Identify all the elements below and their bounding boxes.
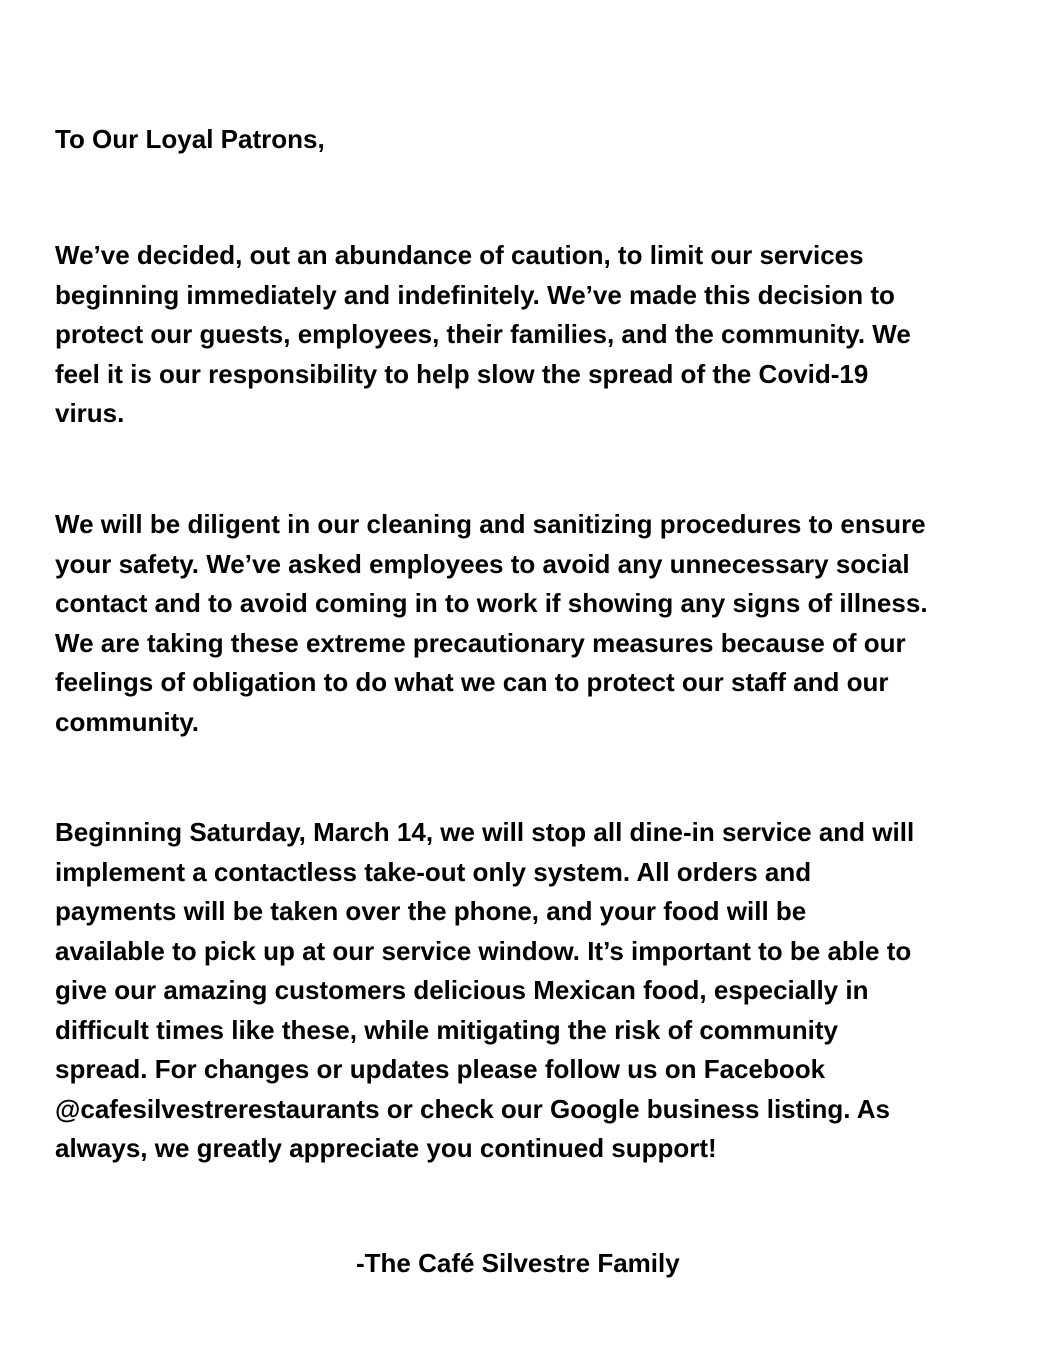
paragraph-3-line: give our amazing customers delicious Mexican food, especially in: [55, 975, 869, 1005]
paragraph-2-line: feelings of obligation to do what we can to protect our staff and our: [55, 667, 889, 697]
paragraph-3-line: implement a contactless take-out only system. All orders and: [55, 857, 812, 887]
paragraph-3-line: spread. For changes or updates please follow us on Facebook: [55, 1054, 826, 1084]
paragraph-1-line: We’ve decided, out an abundance of caution, to limit our services: [55, 240, 864, 270]
paragraph-3-line: difficult times like these, while mitigating the risk of community: [55, 1015, 839, 1045]
paragraph-3-line: available to pick up at our service window. It’s important to be able to: [55, 936, 912, 966]
paragraph-2-line: contact and to avoid coming in to work if showing any signs of illness.: [55, 588, 928, 618]
paragraph-2-line: your safety. We’ve asked employees to avoid any unnecessary social: [55, 549, 910, 579]
paragraph-1-line: feel it is our responsibility to help slow the spread of the Covid-19: [55, 359, 869, 389]
paragraph-3-line: @cafesilvestrerestaurants or check our Google business listing. As: [55, 1094, 891, 1124]
salutation: To Our Loyal Patrons,: [55, 124, 325, 154]
paragraph-2-line: community.: [55, 707, 199, 737]
paragraph-3-line: Beginning Saturday, March 14, we will stop all dine-in service and will: [55, 817, 915, 847]
paragraph-3-line: payments will be taken over the phone, and your food will be: [55, 896, 807, 926]
paragraph-2-line: We will be diligent in our cleaning and sanitizing procedures to ensure: [55, 509, 926, 539]
signature: -The Café Silvestre Family: [356, 1248, 680, 1278]
paragraph-1-line: protect our guests, employees, their families, and the community. We: [55, 319, 911, 349]
paragraph-2-line: We are taking these extreme precautionary measures because of our: [55, 628, 906, 658]
paragraph-3-line: always, we greatly appreciate you continued support!: [55, 1133, 717, 1163]
paragraph-1-line: beginning immediately and indefinitely. We’ve made this decision to: [55, 280, 895, 310]
paragraph-1-line: virus.: [55, 398, 125, 428]
